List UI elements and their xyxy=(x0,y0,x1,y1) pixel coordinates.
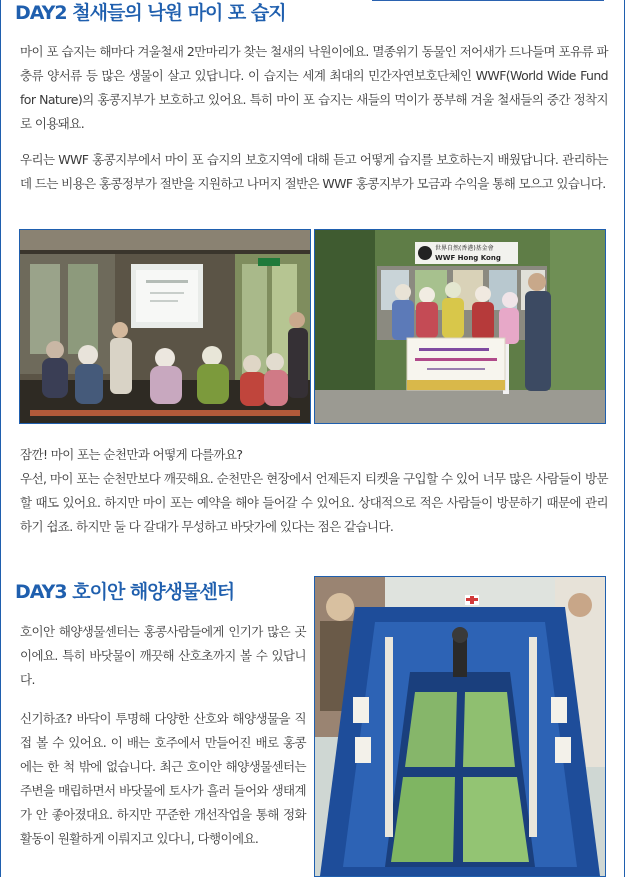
photo-wwf-seminar xyxy=(19,229,311,424)
top-rule-divider xyxy=(372,0,604,1)
day3-paragraph-2: 신기하죠? 바닥이 투명해 다양한 산호와 해양생물을 직접 볼 수 있어요. 이 배는 호주에서 만들어진 배로 홍콩에는 한 척 밖에 없습니다. 최근 호이안 해양생물센터는 주변을 매립하면서 바닷물에 토사가 흘러 들어와 생태계가 안 좋아졌대요. 하지만 꾸준한 개선작업을 통해 정화활동이 원활하게 이뤄지고 있다니, 다행이에요. xyxy=(20,711,306,846)
day2-paragraph-3: 잠깐! 마이 포는 순천만과 어떻게 다를까요? 우선, 마이 포는 순천만보다 깨끗해요. 순천만은 현장에서 언제든지 티켓을 구입할 수 있어 너무 많은 사람들이 방문할 때도 있어요. 하지만 마이 포는 예약을 해야 들어갈 수 있어요. 상대적으로 적은 사람들이 방문하기 때문에 관리하기 쉽죠. 하지만 둘 다 갈대가 무성하고 바닷가에 있다는 점은 같습니다. xyxy=(20,447,608,534)
page-frame-left xyxy=(0,0,1,877)
photo-wwf-group xyxy=(314,229,606,424)
day3-paragraph-1: 호이안 해양생물센터는 홍콩사람들에게 인기가 많은 곳이에요. 특히 바닷물이 깨끗해 산호초까지 볼 수 있답니다. xyxy=(20,624,306,687)
day2-paragraph-1: 마이 포 습지는 해마다 겨울철새 2만마리가 찾는 철새의 낙원이에요. 멸종위기 동물인 저어새가 드나들며 포유류 파충류 양서류 등 많은 생물이 살고 있답니다. 이 습지는 세계 최대의 민간자연보호단체인 WWF(World Wide Fund for Nature)의 홍콩지부가 보호하고 있어요. 특히 마이 포 습지는 새들의 먹이가 풍부해 겨울 철새들의 중간 정착지로 이용돼요. xyxy=(20,44,608,131)
wwf-sign-english: WWF Hong Kong xyxy=(435,254,501,262)
wwf-sign-chinese: 世界自然(香港)基金會 xyxy=(435,245,494,252)
day3-title: DAY3 호이안 해양생물센터 xyxy=(15,581,235,603)
day2-paragraph-2: 우리는 WWF 홍콩지부에서 마이 포 습지의 보호지역에 대해 듣고 어떻게 습지를 보호하는지 배웠답니다. 관리하는 데 드는 비용은 홍콩정부가 절반을 지원하고 나머지 절반은 WWF 홍콩지부가 모금과 수익을 통해 모으고 있습니다. xyxy=(20,152,608,191)
day2-title: DAY2 철새들의 낙원 마이 포 습지 xyxy=(15,2,286,24)
photo-glass-bottom-boat xyxy=(314,576,606,877)
